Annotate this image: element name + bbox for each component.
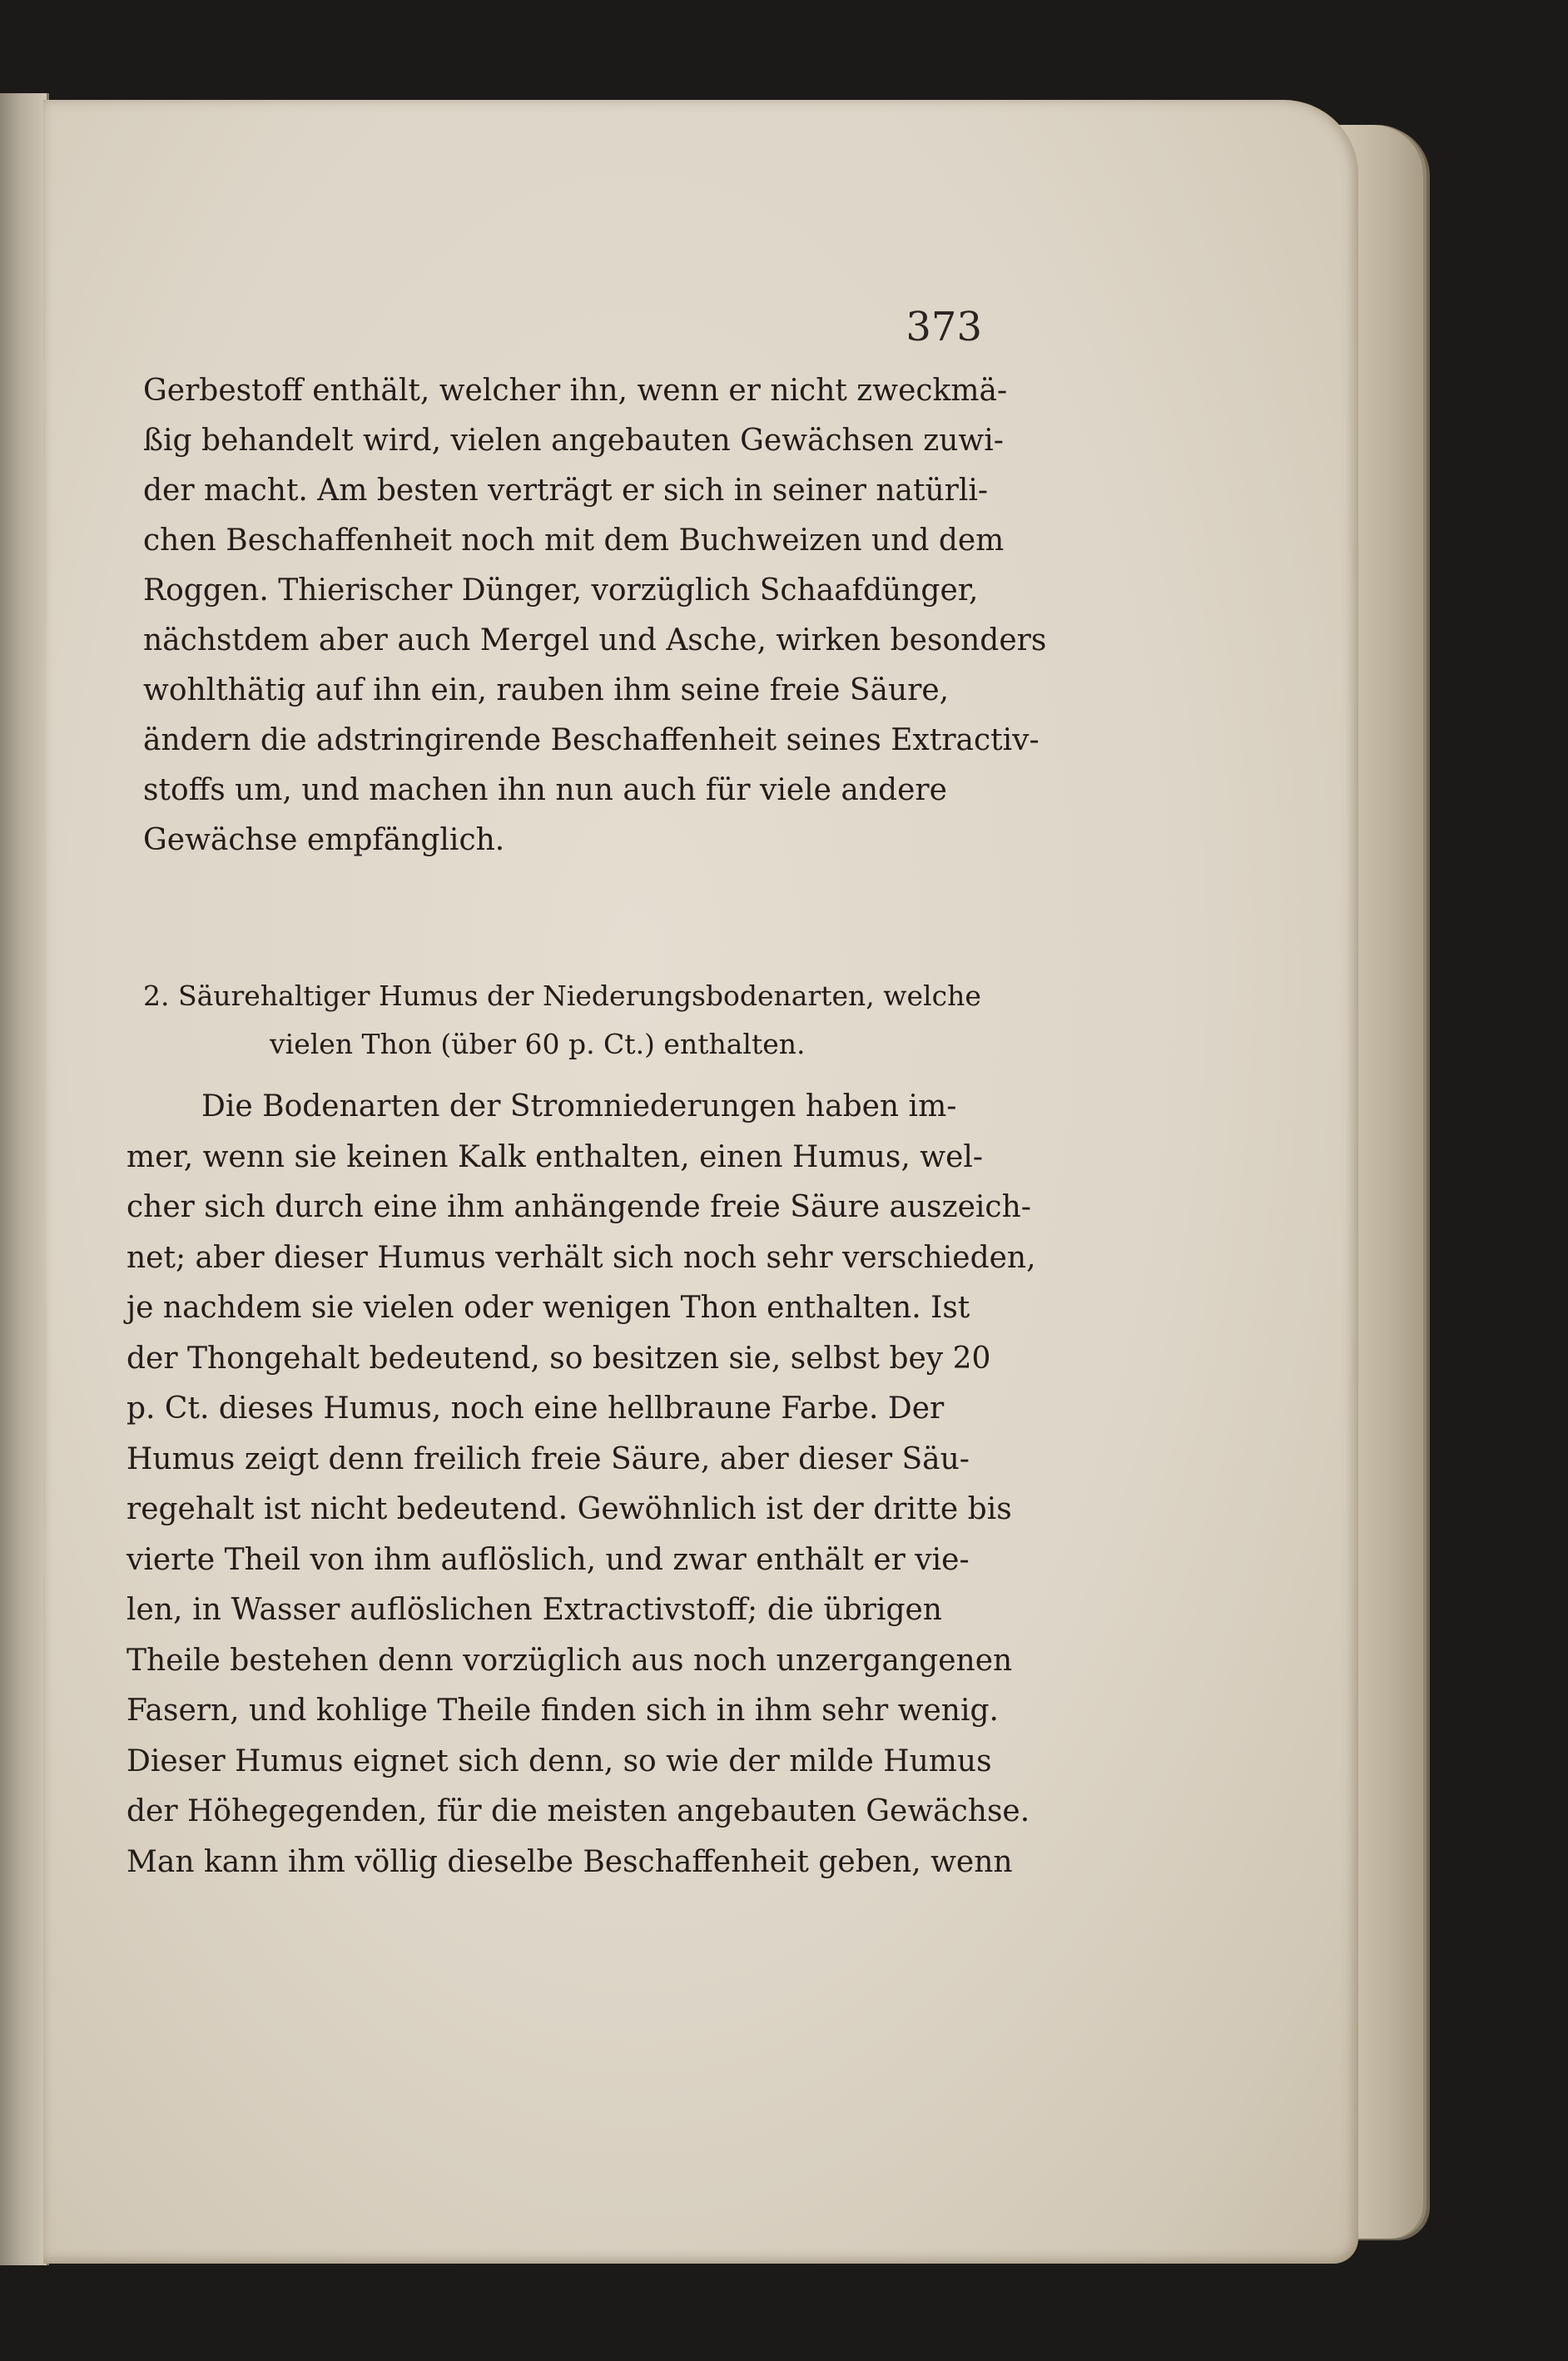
text-line: Die Bodenarten der Stromniederungen haben im- [201,1089,957,1123]
text-line: chen Beschaffenheit noch mit dem Buchweizen und dem [143,523,1005,558]
text-line: Roggen. Thierischer Dünger, vorzüglich Schaafdünger, [143,573,979,608]
text-line: stoffs um, und machen ihn nun auch für viele andere [143,773,947,807]
paragraph-2 [127,1082,1036,1887]
text-line: regehalt ist nicht bedeutend. Gewöhnlich ist der dritte bis [127,1492,1012,1526]
text-line: der Thongehalt bedeutend, so besitzen sie, selbst bey 20 [127,1341,991,1376]
text-line: Gewächse empfänglich. [143,823,505,857]
text-line: p. Ct. dieses Humus, noch eine hellbraune Farbe. Der [127,1391,945,1426]
section-heading [143,972,981,1069]
text-line: der macht. Am besten verträgt er sich in seiner natürli- [143,474,989,508]
text-line: vierte Theil von ihm auflöslich, und zwar enthält er vie- [127,1542,970,1577]
text-line: net; aber dieser Humus verhält sich noch sehr verschieden, [127,1240,1036,1275]
facing-page-edge [0,93,49,2265]
text-line: Dieser Humus eignet sich denn, so wie der milde Humus [127,1743,992,1778]
text-line: Gerbestoff enthält, welcher ihn, wenn er nicht zweckmä- [143,374,1008,408]
text-line: Man kann ihm völlig dieselbe Beschaffenheit geben, wenn [127,1844,1013,1879]
text-line: len, in Wasser auflöslichen Extractivstoff; die übrigen [127,1593,942,1627]
text-line: nächstdem aber auch Mergel und Asche, wirken besonders [143,623,1047,657]
heading-line-1: 2. Säurehaltiger Humus der Niederungsbodenarten, welche [143,980,981,1012]
text-line: Fasern, und kohlige Theile finden sich in ihm sehr wenig. [127,1694,999,1728]
paragraph-1 [143,366,1047,866]
text-line: wohlthätig auf ihn ein, rauben ihm seine freie Säure, [143,673,950,707]
text-line: cher sich durch eine ihm anhängende freie Säure auszeich- [127,1190,1031,1224]
text-line: mer, wenn sie keinen Kalk enthalten, einen Humus, wel- [127,1139,984,1174]
text-line: Theile bestehen denn vorzüglich aus noch unzergangenen [127,1643,1013,1678]
text-line: Humus zeigt denn freilich freie Säure, aber dieser Säu- [127,1441,970,1476]
heading-line-2: vielen Thon (über 60 p. Ct.) enthalten. [270,1028,806,1060]
text-line: der Höhegegenden, für die meisten angebauten Gewächse. [127,1794,1030,1828]
text-line: je nachdem sie vielen oder wenigen Thon enthalten. Ist [127,1291,970,1325]
page-number: 373 [906,304,982,350]
text-line: ändern die adstringirende Beschaffenheit seines Extractiv- [143,723,1040,757]
text-line: ßig behandelt wird, vielen angebauten Gewächsen zuwi- [143,424,1004,458]
